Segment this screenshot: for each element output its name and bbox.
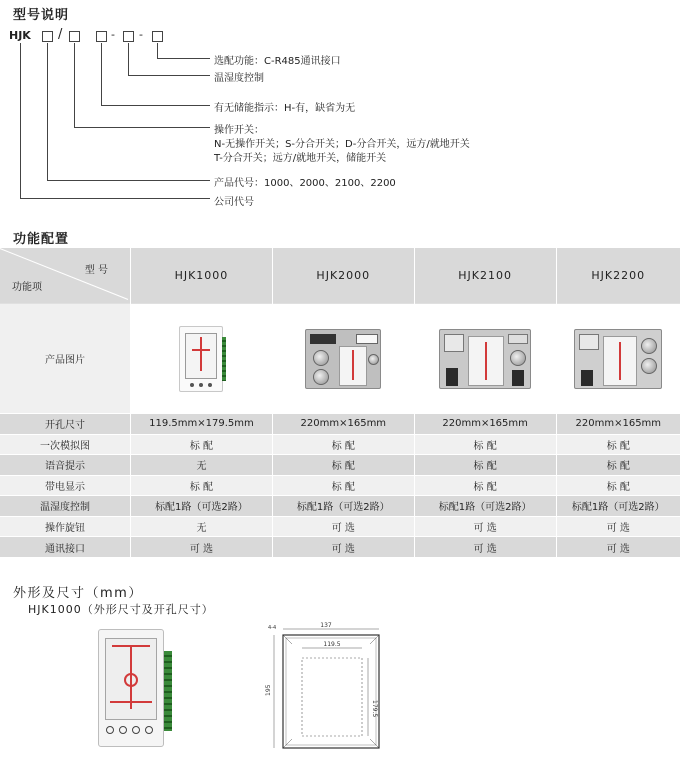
table-cell: 可 选	[556, 516, 680, 537]
code-box-option	[152, 31, 163, 42]
table-cell: 标 配	[414, 475, 556, 496]
table-row-humidity-control	[0, 496, 680, 517]
model-header-hjk1000: HJK1000	[131, 248, 273, 304]
table-cell: 标配1路（可选2路）	[556, 496, 680, 517]
table-cell: 可 选	[272, 537, 414, 558]
table-row-comm-interface	[0, 537, 680, 558]
table-cell: 标 配	[414, 455, 556, 476]
table-row-mimic-diagram	[0, 434, 680, 455]
note-option-function: 选配功能：C-R485通讯接口	[214, 56, 341, 67]
note-operation-switch: 操作开关：	[214, 125, 264, 136]
table-row-voice-prompt	[0, 455, 680, 476]
table-cell: 119.5mm×179.5mm	[131, 414, 273, 435]
dim-outer-width: 137	[320, 622, 332, 629]
code-dash-1: -	[111, 28, 115, 41]
model-header-hjk2200: HJK2200	[556, 248, 680, 304]
product-image-row	[0, 304, 680, 414]
code-dash-2: -	[139, 28, 143, 41]
cutout-dimension-drawing	[256, 622, 386, 754]
connector-line	[20, 198, 210, 199]
dimension-subtitle: HJK1000（外形尺寸及开孔尺寸）	[28, 603, 214, 616]
dim-corner: 4-4	[268, 625, 277, 631]
connector-line	[128, 43, 129, 76]
note-humidity-control: 温湿度控制	[214, 73, 264, 84]
corner-label-function: 功能项	[12, 282, 42, 293]
note-switch-type-n: N-无操作开关；S-分合开关；D-分合开关，远方/就地开关	[214, 139, 470, 150]
row-label: 开孔尺寸	[0, 414, 131, 435]
product-image-hjk2100	[414, 304, 556, 414]
row-label: 温湿度控制	[0, 496, 131, 517]
table-cell: 可 选	[556, 537, 680, 558]
table-cell: 标 配	[272, 434, 414, 455]
table-cell: 220mm×165mm	[272, 414, 414, 435]
table-cell: 可 选	[131, 537, 273, 558]
row-label: 通讯接口	[0, 537, 131, 558]
note-switch-type-t: T-分合开关；远方/就地开关，储能开关	[214, 153, 387, 164]
dimension-section-title: 外形及尺寸（mm）	[13, 586, 143, 601]
row-label: 一次模拟图	[0, 434, 131, 455]
connector-line	[20, 43, 21, 199]
product-image-label: 产品图片	[0, 304, 131, 414]
model-header-hjk2100: HJK2100	[414, 248, 556, 304]
note-storage-indicator: 有无储能指示：H-有，缺省为无	[214, 103, 356, 114]
dim-cut-height: 179.5	[371, 700, 378, 718]
table-cell: 标配1路（可选2路）	[131, 496, 273, 517]
row-label: 带电显示	[0, 475, 131, 496]
function-section-title: 功能配置	[13, 232, 70, 247]
table-corner-cell	[0, 248, 131, 304]
table-cell: 标 配	[272, 455, 414, 476]
product-image-hjk2200	[556, 304, 680, 414]
note-company-code: 公司代号	[214, 197, 254, 208]
connector-line	[74, 127, 210, 128]
product-image-hjk2000	[272, 304, 414, 414]
table-cell: 标 配	[131, 475, 273, 496]
table-row-cutout-size	[0, 414, 680, 435]
code-box-humidity	[123, 31, 134, 42]
connector-line	[47, 180, 210, 181]
model-prefix: HJK	[9, 29, 31, 42]
table-row-operation-knob	[0, 516, 680, 537]
dim-cut-width: 119.5	[323, 641, 341, 648]
product-image-hjk1000	[131, 304, 273, 414]
corner-label-model: 型 号	[84, 265, 108, 276]
dim-side: 195	[265, 684, 272, 696]
table-cell: 标 配	[414, 434, 556, 455]
table-row-live-display	[0, 475, 680, 496]
table-cell: 可 选	[272, 516, 414, 537]
model-header-hjk2000: HJK2000	[272, 248, 414, 304]
connector-line	[101, 43, 102, 106]
code-box-storage	[96, 31, 107, 42]
table-cell: 标 配	[556, 475, 680, 496]
code-slash: /	[58, 27, 63, 42]
table-cell: 220mm×165mm	[414, 414, 556, 435]
connector-line	[128, 75, 210, 76]
table-cell: 标 配	[272, 475, 414, 496]
function-table	[0, 247, 680, 557]
table-cell: 无	[131, 516, 273, 537]
code-box-product	[42, 31, 53, 42]
row-label: 操作旋钮	[0, 516, 131, 537]
connector-line	[74, 43, 75, 128]
table-cell: 标 配	[131, 434, 273, 455]
table-header-row	[0, 248, 680, 304]
table-cell: 可 选	[414, 516, 556, 537]
table-cell: 标 配	[556, 455, 680, 476]
connector-line	[101, 105, 210, 106]
table-cell: 可 选	[414, 537, 556, 558]
table-cell: 无	[131, 455, 273, 476]
table-cell: 标配1路（可选2路）	[414, 496, 556, 517]
row-label: 语音提示	[0, 455, 131, 476]
note-product-code: 产品代号：1000、2000、2100、2200	[214, 178, 396, 189]
model-section-title: 型号说明	[13, 8, 70, 23]
hjk1000-device-image	[98, 629, 172, 749]
table-cell: 标配1路（可选2路）	[272, 496, 414, 517]
table-cell: 220mm×165mm	[556, 414, 680, 435]
table-cell: 标 配	[556, 434, 680, 455]
connector-line	[157, 58, 210, 59]
code-box-switch	[69, 31, 80, 42]
connector-line	[47, 43, 48, 181]
connector-line	[157, 43, 158, 59]
